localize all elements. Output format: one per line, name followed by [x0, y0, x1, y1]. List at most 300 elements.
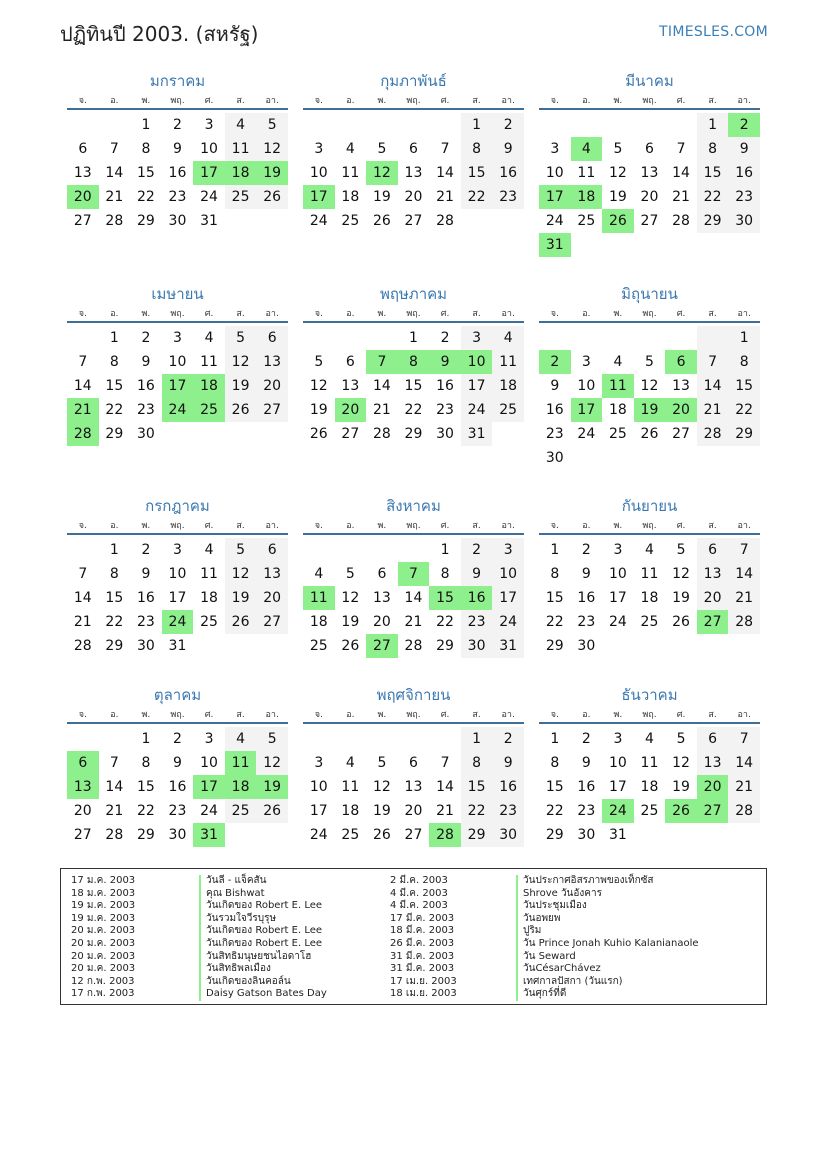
month-name: มีนาคม — [625, 72, 674, 90]
empty-cell — [539, 113, 571, 137]
day-cell: 1 — [141, 117, 151, 133]
month-calendar — [303, 283, 524, 446]
empty-cell — [193, 422, 225, 446]
month-name: พฤศจิกายน — [376, 686, 451, 704]
day-cell: 7 — [676, 141, 686, 157]
weekday-label: จ. — [78, 521, 87, 531]
weekday-label: ศ. — [676, 309, 686, 319]
day-cell: 23 — [728, 185, 760, 209]
day-cell: 5 — [345, 566, 355, 582]
day-cell: 3 — [314, 141, 324, 157]
day-cell: 2 — [173, 731, 182, 747]
weekday-label: จ. — [550, 96, 559, 106]
weekday-label: ศ. — [204, 309, 214, 319]
day-cell: 30 — [492, 823, 524, 847]
day-cell: 7 — [440, 141, 450, 157]
day-cell: 8 — [697, 137, 729, 161]
weekday-label: ส. — [236, 96, 245, 106]
empty-cell — [303, 326, 335, 350]
day-cell: 12 — [225, 350, 257, 374]
month-calendar — [539, 495, 760, 658]
day-cell: 31 — [200, 213, 218, 229]
holiday-name: Shrove วันอังคาร — [516, 888, 699, 901]
weekday-label: พฤ. — [170, 710, 185, 720]
day-cell: 5 — [613, 141, 623, 157]
day-cell: 22 — [136, 803, 155, 819]
day-cell: 24 — [309, 827, 328, 843]
day-cell: 7 — [440, 755, 450, 771]
day-cell: 17 — [303, 185, 335, 209]
empty-cell — [193, 634, 225, 658]
holiday-date: 20 ม.ค. 2003 — [71, 963, 136, 975]
day-cell: 6 — [78, 141, 88, 157]
day-cell: 30 — [136, 638, 155, 654]
empty-cell — [665, 446, 697, 470]
day-cell: 20 — [404, 189, 423, 205]
empty-cell — [99, 113, 131, 137]
day-cell: 25 — [492, 398, 524, 422]
empty-cell — [366, 326, 398, 350]
day-cell: 10 — [309, 165, 328, 181]
day-cell: 20 — [697, 775, 729, 799]
empty-cell — [571, 326, 603, 350]
day-cell: 21 — [404, 614, 423, 630]
weekday-label: อ. — [110, 521, 119, 531]
weekday-label: อา. — [265, 710, 279, 720]
empty-cell — [665, 326, 697, 350]
day-grid — [67, 727, 288, 847]
day-cell: 9 — [581, 566, 591, 582]
day-cell: 21 — [728, 775, 760, 799]
day-cell: 3 — [314, 755, 324, 771]
day-cell: 13 — [256, 350, 288, 374]
weekday-label: อา. — [501, 521, 515, 531]
day-cell: 5 — [676, 542, 686, 558]
day-cell: 2 — [173, 117, 182, 133]
empty-cell — [571, 233, 603, 257]
day-cell: 27 — [256, 398, 288, 422]
empty-cell — [366, 113, 398, 137]
empty-cell — [225, 634, 257, 658]
day-cell: 18 — [309, 614, 328, 630]
day-cell: 26 — [672, 614, 690, 630]
empty-cell — [225, 422, 257, 446]
day-cell: 1 — [550, 542, 560, 558]
day-cell: 28 — [372, 426, 391, 442]
empty-cell — [366, 538, 398, 562]
day-cell: 14 — [436, 165, 454, 181]
weekday-header — [303, 94, 524, 110]
day-cell: 23 — [545, 426, 564, 442]
day-cell: 24 — [162, 398, 194, 422]
day-cell: 14 — [728, 751, 760, 775]
empty-cell — [571, 446, 603, 470]
holiday-name: วันลี - แจ็คสัน — [199, 875, 327, 888]
day-cell: 14 — [404, 590, 423, 606]
day-cell: 5 — [225, 326, 257, 350]
day-cell: 22 — [136, 189, 155, 205]
day-grid — [539, 113, 760, 257]
day-cell: 9 — [141, 566, 151, 582]
day-cell: 21 — [436, 803, 454, 819]
day-cell: 17 — [608, 590, 627, 606]
day-cell: 6 — [67, 751, 99, 775]
weekday-header — [539, 519, 760, 535]
day-cell: 30 — [168, 827, 187, 843]
day-cell: 4 — [225, 727, 257, 751]
day-cell: 3 — [550, 141, 560, 157]
day-cell: 28 — [105, 213, 124, 229]
day-cell: 30 — [577, 827, 596, 843]
day-cell: 9 — [581, 755, 591, 771]
day-cell: 30 — [577, 638, 596, 654]
day-cell: 23 — [492, 799, 524, 823]
day-cell: 30 — [168, 213, 187, 229]
day-cell: 29 — [728, 422, 760, 446]
day-cell: 1 — [550, 731, 560, 747]
day-cell: 2 — [581, 731, 591, 747]
day-cell: 13 — [697, 751, 729, 775]
day-cell: 19 — [372, 189, 391, 205]
weekday-label: จ. — [78, 96, 87, 106]
month-name: กรกฎาคม — [145, 497, 210, 515]
day-cell: 1 — [440, 542, 450, 558]
day-cell: 8 — [728, 350, 760, 374]
day-cell: 5 — [377, 141, 387, 157]
day-cell: 26 — [256, 185, 288, 209]
day-cell: 17 — [571, 398, 603, 422]
day-cell: 27 — [404, 827, 423, 843]
weekday-label: พฤ. — [642, 309, 657, 319]
day-cell: 27 — [341, 426, 360, 442]
day-cell: 8 — [550, 755, 560, 771]
day-cell: 23 — [168, 803, 187, 819]
day-cell: 20 — [697, 586, 729, 610]
day-cell: 11 — [200, 354, 218, 370]
day-grid — [67, 113, 288, 233]
day-cell: 14 — [105, 165, 124, 181]
day-cell: 19 — [341, 614, 360, 630]
day-cell: 14 — [73, 590, 92, 606]
weekday-label: พฤ. — [406, 710, 421, 720]
day-cell: 18 — [225, 775, 257, 799]
weekday-label: พ. — [377, 309, 387, 319]
day-cell: 10 — [200, 755, 218, 771]
empty-cell — [398, 538, 430, 562]
day-cell: 4 — [571, 137, 603, 161]
holiday-date: 19 ม.ค. 2003 — [71, 912, 136, 924]
day-cell: 8 — [109, 354, 119, 370]
site-link[interactable]: TIMESLES.COM — [659, 24, 768, 40]
empty-cell — [256, 823, 288, 847]
day-cell: 9 — [173, 141, 182, 157]
day-cell: 22 — [461, 185, 493, 209]
day-cell: 26 — [602, 209, 634, 233]
day-cell: 7 — [398, 562, 430, 586]
day-cell: 20 — [372, 614, 391, 630]
day-cell: 25 — [225, 185, 257, 209]
month-name: ธันวาคม — [621, 686, 678, 704]
day-cell: 21 — [105, 803, 124, 819]
weekday-label: พ. — [141, 710, 151, 720]
empty-cell — [303, 113, 335, 137]
holiday-date: 17 มี.ค. 2003 — [390, 912, 455, 924]
weekday-label: พ. — [613, 309, 623, 319]
weekday-header — [539, 94, 760, 110]
day-cell: 8 — [141, 755, 151, 771]
day-cell: 27 — [697, 610, 729, 634]
holiday-date: 18 มี.ค. 2003 — [390, 925, 455, 937]
day-cell: 6 — [697, 538, 729, 562]
day-cell: 27 — [73, 213, 92, 229]
month-calendar — [539, 684, 760, 847]
day-cell: 22 — [436, 614, 454, 630]
day-grid — [303, 113, 524, 233]
weekday-label: พ. — [377, 710, 387, 720]
day-cell: 22 — [404, 402, 423, 418]
holiday-name: วันเกิดของ Robert E. Lee — [199, 925, 327, 938]
month-calendar — [539, 283, 760, 470]
day-cell: 3 — [173, 542, 182, 558]
day-cell: 17 — [461, 374, 493, 398]
empty-cell — [99, 727, 131, 751]
weekday-label: อา. — [737, 309, 751, 319]
day-cell: 2 — [539, 350, 571, 374]
day-cell: 14 — [372, 378, 391, 394]
weekday-label: อ. — [582, 521, 591, 531]
day-cell: 17 — [193, 161, 225, 185]
empty-cell — [398, 113, 430, 137]
weekday-label: จ. — [550, 521, 559, 531]
holiday-name: คุณ Bishwat — [199, 888, 327, 901]
day-cell: 31 — [168, 638, 187, 654]
weekday-label: พฤ. — [170, 309, 185, 319]
day-cell: 18 — [640, 779, 659, 795]
day-cell: 21 — [67, 398, 99, 422]
day-cell: 18 — [341, 189, 360, 205]
holiday-date: 31 มี.ค. 2003 — [390, 950, 455, 962]
day-cell: 8 — [440, 566, 450, 582]
day-cell: 29 — [105, 426, 124, 442]
holiday-date: 2 มี.ค. 2003 — [390, 875, 448, 886]
day-cell: 28 — [404, 638, 423, 654]
month-calendar — [303, 684, 524, 847]
day-cell: 4 — [613, 354, 623, 370]
weekday-label: อ. — [346, 96, 355, 106]
weekday-label: ศ. — [204, 521, 214, 531]
day-cell: 26 — [341, 638, 360, 654]
holiday-date: 4 มี.ค. 2003 — [390, 900, 448, 912]
day-cell: 27 — [256, 610, 288, 634]
weekday-header — [539, 307, 760, 323]
holiday-date: 20 ม.ค. 2003 — [71, 950, 136, 962]
day-cell: 19 — [256, 161, 288, 185]
day-cell: 31 — [461, 422, 493, 446]
day-cell: 10 — [608, 755, 627, 771]
day-cell: 15 — [136, 779, 155, 795]
day-cell: 9 — [461, 562, 493, 586]
empty-cell — [335, 326, 367, 350]
day-cell: 1 — [461, 113, 493, 137]
day-cell: 3 — [461, 326, 493, 350]
day-cell: 24 — [492, 610, 524, 634]
day-cell: 23 — [168, 189, 187, 205]
day-cell: 17 — [539, 185, 571, 209]
day-cell: 25 — [341, 827, 360, 843]
weekday-label: พ. — [377, 96, 387, 106]
day-cell: 27 — [404, 213, 423, 229]
empty-cell — [429, 727, 461, 751]
empty-cell — [634, 446, 666, 470]
empty-cell — [67, 727, 99, 751]
day-cell: 16 — [136, 590, 155, 606]
day-cell: 3 — [204, 117, 214, 133]
day-cell: 29 — [136, 827, 155, 843]
empty-cell — [256, 634, 288, 658]
weekday-label: อา. — [737, 96, 751, 106]
day-cell: 31 — [492, 634, 524, 658]
day-cell: 15 — [461, 161, 493, 185]
empty-cell — [697, 634, 729, 658]
day-cell: 16 — [577, 590, 596, 606]
day-cell: 13 — [256, 562, 288, 586]
weekday-label: อ. — [346, 309, 355, 319]
empty-cell — [665, 634, 697, 658]
holiday-dates-left — [71, 875, 135, 1001]
weekday-label: ส. — [236, 710, 245, 720]
weekday-label: พ. — [141, 309, 151, 319]
day-cell: 25 — [193, 398, 225, 422]
day-cell: 23 — [492, 185, 524, 209]
day-grid — [303, 538, 524, 658]
day-cell: 9 — [728, 137, 760, 161]
weekday-label: พฤ. — [642, 521, 657, 531]
day-cell: 17 — [492, 586, 524, 610]
day-cell: 2 — [141, 542, 151, 558]
day-cell: 16 — [492, 775, 524, 799]
day-cell: 13 — [640, 165, 659, 181]
empty-cell — [256, 209, 288, 233]
day-cell: 15 — [461, 775, 493, 799]
day-cell: 11 — [492, 350, 524, 374]
day-grid — [539, 538, 760, 658]
empty-cell — [665, 113, 697, 137]
day-cell: 29 — [105, 638, 124, 654]
day-cell: 25 — [341, 213, 360, 229]
day-cell: 9 — [492, 137, 524, 161]
weekday-label: ศ. — [440, 309, 450, 319]
holiday-name: วันอพยพ — [516, 913, 699, 926]
day-cell: 29 — [461, 823, 493, 847]
day-cell: 18 — [200, 590, 218, 606]
weekday-label: อ. — [582, 710, 591, 720]
day-cell: 20 — [256, 586, 288, 610]
weekday-label: พฤ. — [406, 96, 421, 106]
day-grid — [539, 727, 760, 847]
empty-cell — [335, 113, 367, 137]
empty-cell — [728, 233, 760, 257]
day-cell: 3 — [173, 330, 182, 346]
holiday-name: วัน Prince Jonah Kuhio Kalanianaole — [516, 938, 699, 951]
empty-cell — [697, 446, 729, 470]
day-cell: 4 — [345, 141, 355, 157]
day-cell: 25 — [640, 803, 659, 819]
weekday-header — [539, 708, 760, 724]
day-cell: 28 — [436, 213, 454, 229]
day-cell: 14 — [105, 779, 124, 795]
day-cell: 24 — [162, 610, 194, 634]
day-cell: 20 — [404, 803, 423, 819]
day-cell: 19 — [672, 590, 690, 606]
day-cell: 1 — [109, 330, 119, 346]
day-cell: 22 — [461, 799, 493, 823]
day-cell: 29 — [545, 638, 564, 654]
day-cell: 7 — [366, 350, 398, 374]
day-cell: 21 — [697, 398, 729, 422]
day-cell: 5 — [314, 354, 324, 370]
day-cell: 26 — [256, 799, 288, 823]
day-cell: 16 — [461, 586, 493, 610]
month-name: มกราคม — [149, 72, 206, 90]
day-cell: 19 — [309, 402, 328, 418]
day-cell: 26 — [225, 398, 257, 422]
month-name: เมษายน — [151, 285, 204, 303]
weekday-label: ศ. — [676, 96, 686, 106]
day-cell: 12 — [372, 779, 391, 795]
day-cell: 10 — [577, 378, 596, 394]
day-cell: 1 — [461, 727, 493, 751]
weekday-label: อา. — [265, 309, 279, 319]
day-cell: 30 — [545, 450, 564, 466]
day-cell: 7 — [78, 566, 88, 582]
day-cell: 31 — [193, 823, 225, 847]
weekday-label: อ. — [582, 309, 591, 319]
empty-cell — [728, 823, 760, 847]
day-cell: 27 — [640, 213, 659, 229]
day-cell: 30 — [728, 209, 760, 233]
day-cell: 5 — [645, 354, 654, 370]
day-cell: 12 — [256, 751, 288, 775]
day-cell: 23 — [461, 610, 493, 634]
day-cell: 1 — [697, 113, 729, 137]
day-cell: 3 — [613, 731, 623, 747]
empty-cell — [335, 727, 367, 751]
holiday-name: วันสิทธิมนุษยชนไอดาโฮ — [199, 951, 327, 964]
day-cell: 5 — [676, 731, 686, 747]
holiday-date: 17 ม.ค. 2003 — [71, 875, 136, 886]
holiday-date: 4 มี.ค. 2003 — [390, 887, 448, 899]
day-cell: 25 — [200, 614, 218, 630]
day-cell: 27 — [73, 827, 92, 843]
holiday-name: วันศุกร์ที่ดี — [516, 988, 699, 1001]
day-cell: 15 — [728, 374, 760, 398]
day-cell: 22 — [728, 398, 760, 422]
month-calendar — [67, 283, 288, 446]
month-calendar — [67, 495, 288, 658]
weekday-label: ศ. — [440, 521, 450, 531]
holiday-date: 18 เม.ย. 2003 — [390, 988, 457, 1000]
day-cell: 7 — [728, 538, 760, 562]
day-cell: 13 — [404, 779, 423, 795]
empty-cell — [571, 113, 603, 137]
day-cell: 11 — [225, 137, 257, 161]
day-cell: 18 — [225, 161, 257, 185]
day-cell: 16 — [728, 161, 760, 185]
day-cell: 21 — [728, 586, 760, 610]
holiday-date: 17 ก.พ. 2003 — [71, 988, 135, 1000]
month-calendar — [539, 70, 760, 257]
empty-cell — [634, 326, 666, 350]
